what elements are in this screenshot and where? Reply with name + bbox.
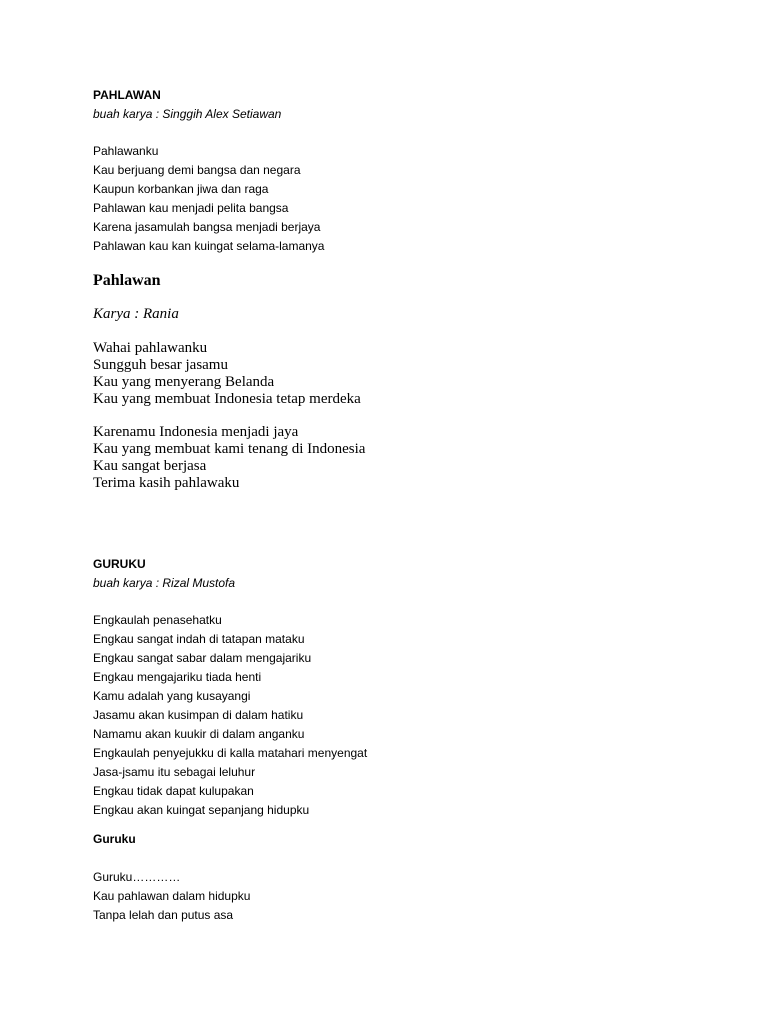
poem2-stanza2 bbox=[93, 424, 365, 492]
poem-line: Engkau akan kuingat sepanjang hidupku bbox=[93, 803, 310, 817]
poem-line: Engkau tidak dapat kulupakan bbox=[93, 784, 254, 798]
poem-line: Pahlawan kau kan kuingat selama-lamanya bbox=[93, 239, 325, 253]
poem2-author: Karya : Rania bbox=[93, 306, 179, 322]
poem-line: Engkau sangat indah di tatapan mataku bbox=[93, 632, 305, 646]
poem2-stanza1 bbox=[93, 340, 361, 408]
poem-line: Engkau sangat sabar dalam mengajariku bbox=[93, 651, 312, 665]
poem-line: Engkaulah penasehatku bbox=[93, 613, 222, 627]
poem-line: Engkaulah penyejukku di kalla matahari menyengat bbox=[93, 746, 368, 760]
poem3-title: GURUKU bbox=[93, 557, 146, 571]
poem-line: Namamu akan kuukir di dalam anganku bbox=[93, 727, 305, 741]
poem-line: Jasamu akan kusimpan di dalam hatiku bbox=[93, 708, 304, 722]
poem-line: Karenamu Indonesia menjadi jaya bbox=[93, 424, 299, 440]
poem3-body bbox=[93, 611, 367, 820]
poem3-author: buah karya : Rizal Mustofa bbox=[93, 576, 236, 590]
poem-line: Kaupun korbankan jiwa dan raga bbox=[93, 182, 269, 196]
poem-line: Kamu adalah yang kusayangi bbox=[93, 689, 251, 703]
poem-line: Kau yang menyerang Belanda bbox=[93, 374, 275, 390]
poem-line: Pahlawanku bbox=[93, 144, 159, 158]
poem-line: Wahai pahlawanku bbox=[93, 340, 208, 356]
poem-line: Kau yang membuat kami tenang di Indonesia bbox=[93, 441, 366, 457]
poem-line: Jasa-jsamu itu sebagai leluhur bbox=[93, 765, 256, 779]
poem-line: Pahlawan kau menjadi pelita bangsa bbox=[93, 201, 289, 215]
poem1-author: buah karya : Singgih Alex Setiawan bbox=[93, 107, 282, 121]
poem-line: Kau sangat berjasa bbox=[93, 458, 207, 474]
poem-line: Sungguh besar jasamu bbox=[93, 357, 228, 373]
poem-line: Kau berjuang demi bangsa dan negara bbox=[93, 163, 301, 177]
poem4-body bbox=[93, 868, 250, 925]
poem2-title: Pahlawan bbox=[93, 272, 161, 289]
poem-line: Kau yang membuat Indonesia tetap merdeka bbox=[93, 391, 361, 407]
poem-line: Tanpa lelah dan putus asa bbox=[93, 908, 234, 922]
poem1-body bbox=[93, 142, 324, 256]
poem-line: Karena jasamulah bangsa menjadi berjaya bbox=[93, 220, 321, 234]
poem-line: Guruku………… bbox=[93, 870, 181, 884]
poem-line: Engkau mengajariku tiada henti bbox=[93, 670, 262, 684]
poem-line: Terima kasih pahlawaku bbox=[93, 475, 240, 491]
poem1-title: PAHLAWAN bbox=[93, 88, 161, 102]
poem-line: Kau pahlawan dalam hidupku bbox=[93, 889, 251, 903]
poem4-title: Guruku bbox=[93, 832, 136, 846]
